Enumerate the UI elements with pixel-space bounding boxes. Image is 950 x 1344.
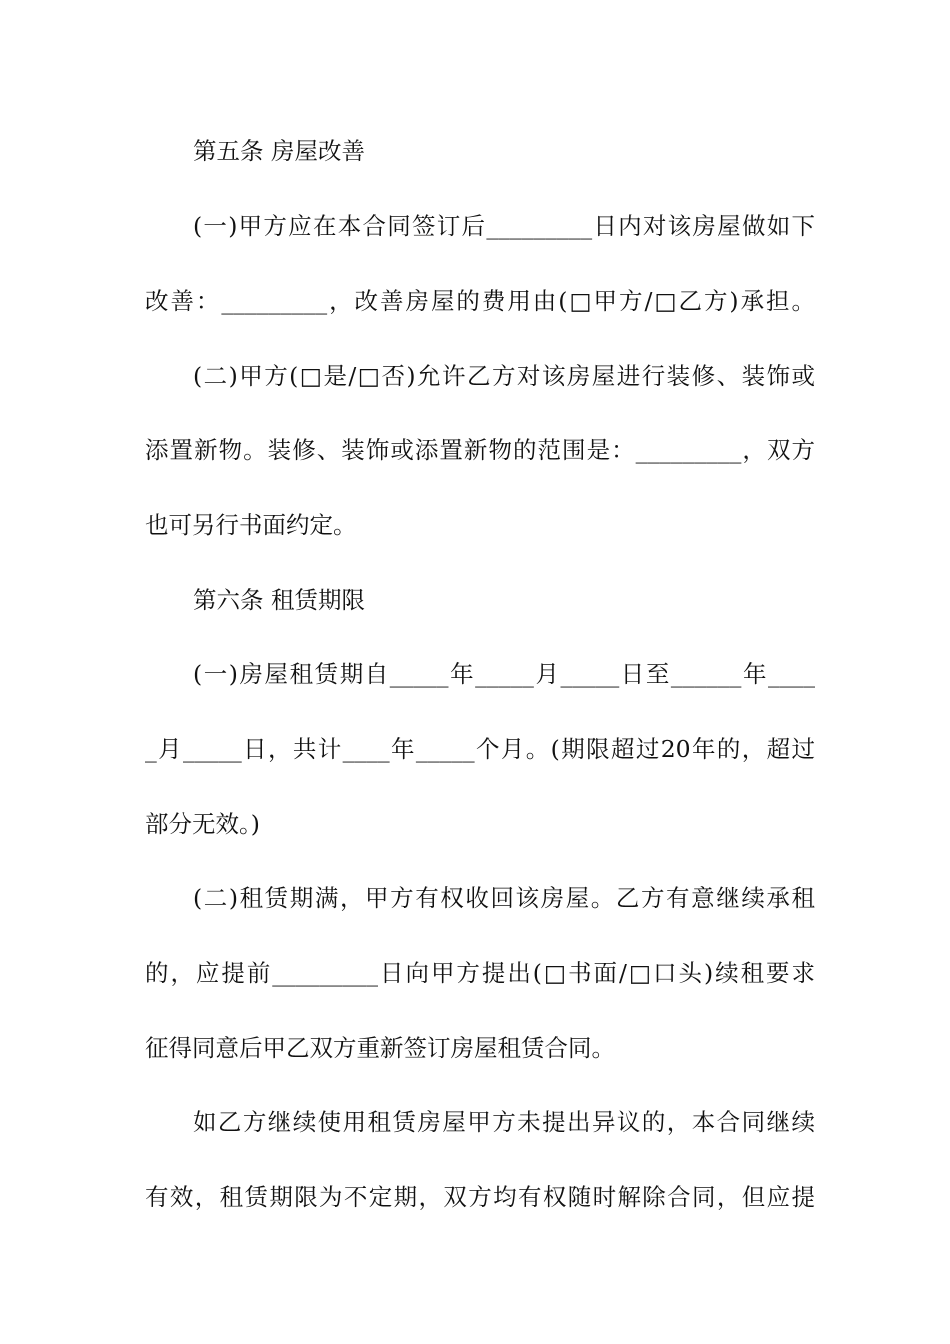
article-5-heading: 第五条 房屋改善 <box>193 137 365 165</box>
paragraph-line: (二)租赁期满，甲方有权收回该房屋。乙方有意继续承租 <box>193 884 815 912</box>
paragraph-line: 的，应提前_________日向甲方提出(□书面/□口头)续租要求 <box>145 959 815 987</box>
paragraph-line: 也可另行书面约定。 <box>145 511 357 539</box>
paragraph-line: 部分无效。) <box>145 810 260 838</box>
paragraph-line: 征得同意后甲乙双方重新签订房屋租赁合同。 <box>145 1034 615 1062</box>
paragraph-line: 改善：_________，改善房屋的费用由(□甲方/□乙方)承担。 <box>145 287 815 315</box>
paragraph-line: _月_____日，共计____年_____个月。(期限超过20年的，超过 <box>145 735 815 763</box>
paragraph-line: (二)甲方(□是/□否)允许乙方对该房屋进行装修、装饰或 <box>193 362 815 390</box>
paragraph-line: 有效，租赁期限为不定期，双方均有权随时解除合同，但应提 <box>145 1183 815 1211</box>
article-6-heading: 第六条 租赁期限 <box>193 586 365 614</box>
paragraph-line: (一)甲方应在本合同签订后_________日内对该房屋做如下 <box>193 212 815 240</box>
paragraph-line: (一)房屋租赁期自_____年_____月_____日至______年____ <box>193 660 815 688</box>
paragraph-line: 如乙方继续使用租赁房屋甲方未提出异议的，本合同继续 <box>193 1108 815 1136</box>
paragraph-line: 添置新物。装修、装饰或添置新物的范围是：_________，双方 <box>145 436 815 464</box>
